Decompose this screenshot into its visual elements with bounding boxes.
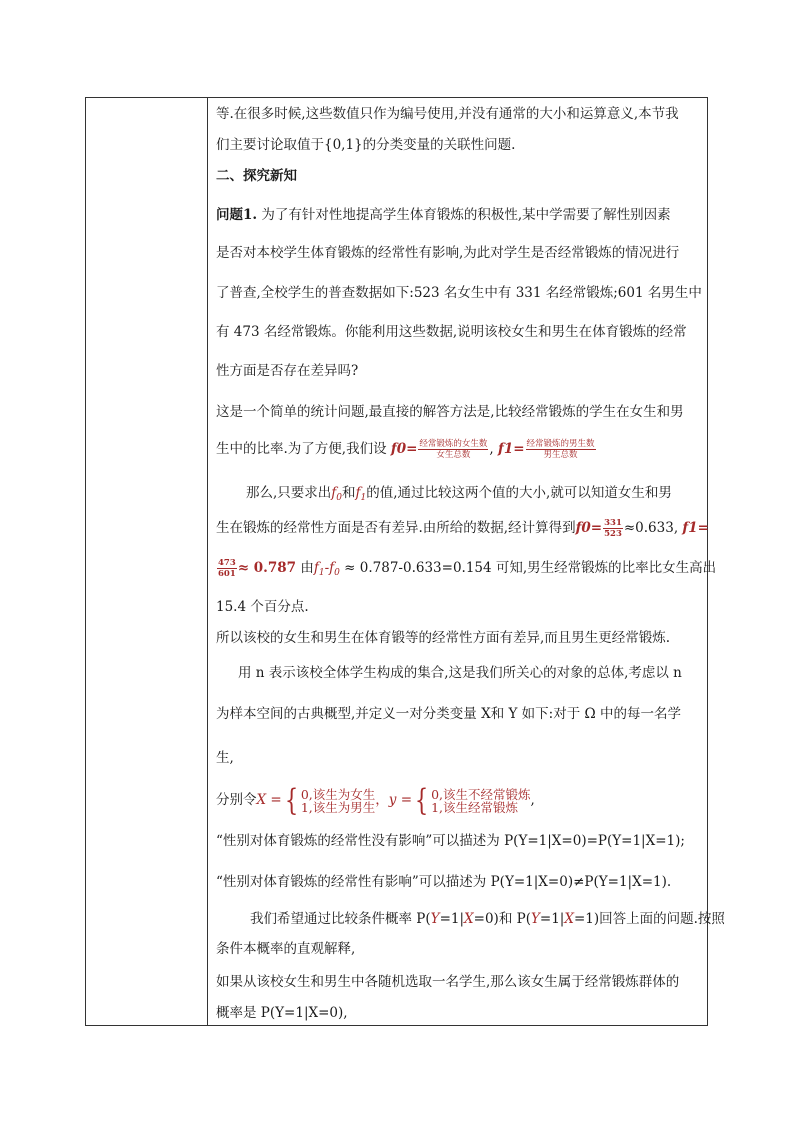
x-cases: 0,该生为女生 1,该生为男生	[300, 786, 376, 815]
f1-label: f1=	[498, 441, 525, 457]
text-line: 15.4 个百分点.	[216, 599, 309, 615]
text-line: 是否对本校学生体育锻炼的经常性有影响,为此对学生是否经常锻炼的情况进行	[216, 245, 680, 261]
f0-label: f0=	[390, 441, 418, 457]
text-line: 生,	[216, 750, 234, 766]
text-line: 了普查,全校学生的普查数据如下:523 名女生中有 331 名经常锻炼;601 名男生中	[216, 285, 702, 301]
f0-fraction: $\frac{\text{经常锻炼的女生数}}{\text{女生总数}}$	[419, 439, 488, 460]
question-line: 问题1. 为了有针对性地提高学生体育锻炼的积极性,某中学需要了解性别因素	[216, 207, 671, 223]
text-line: 概率是 P(Y=1|X=0),	[216, 1005, 348, 1021]
f1-fraction: $\frac{\text{经常锻炼的男生数}}{\text{男生总数}}$	[526, 439, 595, 460]
definition-line: 分别令X ={ 0,该生为女生 1,该生为男生 ，y ={ 0,该生不经常锻炼 1,该生经常锻炼 ,	[216, 782, 535, 818]
column-divider	[207, 98, 208, 1025]
text-line: 那么,只要求出$f_0$和$f_1$的值,通过比较这两个值的大小,就可以知道女生和男	[246, 485, 672, 503]
document-table	[85, 97, 725, 1026]
section-heading: 二、探究新知	[216, 168, 297, 184]
text-line: 我们希望通过比较条件概率 P(Y=1|X=0)和 P(Y=1|X=1)回答上面的问题.按照	[250, 911, 725, 927]
text-line: 有 473 名经常锻炼。你能利用这些数据,说明该校女生和男生在体育锻炼的经常	[216, 324, 687, 340]
text-line: 所以该校的女生和男生在体育锻等的经常性方面有差异,而且男生更经常锻炼.	[216, 630, 671, 646]
text-line: 等.在很多时候,这些数值只作为编号使用,并没有通常的大小和运算意义,本节我	[216, 106, 679, 122]
text-line: “性别对体育锻炼的经常性有影响”可以描述为 P(Y=1|X=0)≠P(Y=1|X=1).	[216, 874, 672, 890]
text-line: 用 n 表示该校全体学生构成的集合,这是我们所关心的对象的总体,考虑以 n	[238, 665, 682, 681]
text-line: 这是一个简单的统计问题,最直接的解答方法是,比较经常锻炼的学生在女生和男	[216, 404, 684, 420]
formula-line: $\frac{473}{601}$ ≈ 0.787 由$f_1-f_0 \approx 0.787-0.633=0.154$ 可知,男生经常锻炼的比率比女生高出	[218, 558, 717, 579]
text-line: “性别对体育锻炼的经常性没有影响”可以描述为 P(Y=1|X=0)=P(Y=1|X=1);	[216, 833, 685, 849]
y-cases: 0,该生不经常锻炼 1,该生经常锻炼	[431, 786, 531, 815]
text-line: 们主要讨论取值于{0,1}的分类变量的关联性问题.	[216, 137, 516, 153]
question-label: 问题1.	[216, 207, 258, 223]
text-line: 为样本空间的古典概型,并定义一对分类变量 X和 Y 如下:对于 Ω 中的每一名学	[216, 706, 682, 722]
formula-line: 生在锻炼的经常性方面是否有差异.由所给的数据,经计算得到f0= $\frac{331}{523}$ ≈0.633, f1=	[216, 518, 709, 539]
text-line: 如果从该校女生和男生中各随机选取一名学生,那么该女生属于经常锻炼群体的	[216, 974, 680, 990]
formula-line: 生中的比率.为了方便,我们设 f0= $\frac{\text{经常锻炼的女生数}}{\text{女生总数}}$ , f1= $\frac{\text{经常锻炼的男生数}}{\text{男生总数}}$	[216, 439, 595, 460]
text-line: 条件本概率的直观解释,	[216, 941, 356, 957]
text-line: 性方面是否存在差异吗?	[216, 363, 359, 379]
